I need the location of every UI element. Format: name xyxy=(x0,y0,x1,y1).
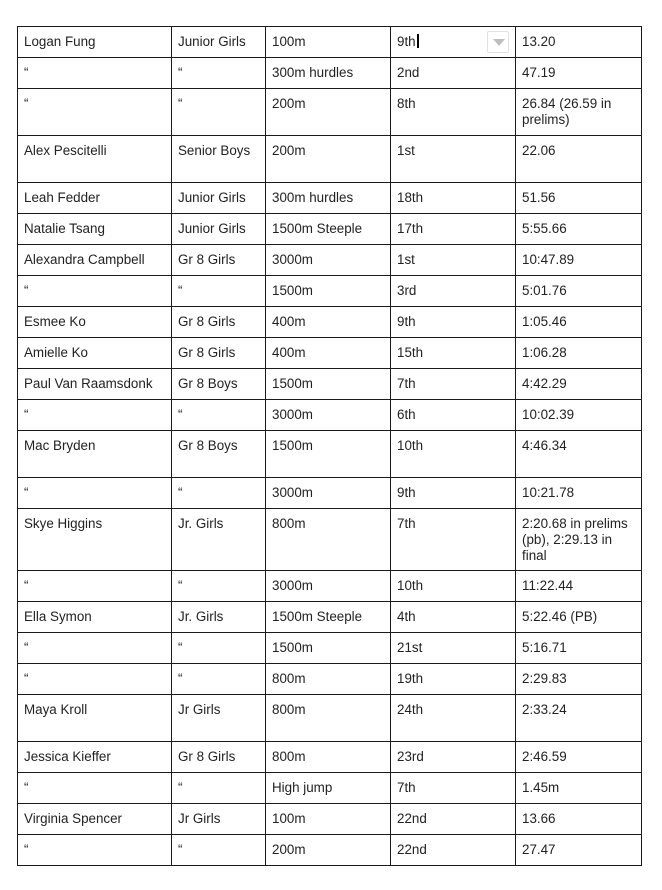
cell-event[interactable] xyxy=(266,307,391,338)
table-row xyxy=(18,400,642,431)
cell-category[interactable] xyxy=(172,369,266,400)
cell-place[interactable] xyxy=(391,804,516,835)
result-text: 10:47.89 xyxy=(522,252,575,267)
table-row xyxy=(18,773,642,804)
category-text: “ xyxy=(178,283,183,298)
cell-event[interactable] xyxy=(266,571,391,602)
cell-result[interactable] xyxy=(516,633,642,664)
cell-dropdown-button[interactable] xyxy=(487,31,509,53)
table-row xyxy=(18,214,642,245)
result-text: 5:55.66 xyxy=(522,221,567,236)
cell-category[interactable] xyxy=(172,183,266,214)
cell-place[interactable] xyxy=(391,509,516,571)
cell-athlete[interactable] xyxy=(18,835,172,866)
cell-athlete[interactable] xyxy=(18,338,172,369)
table-row xyxy=(18,633,642,664)
event-text: 100m xyxy=(272,811,306,826)
cell-place[interactable] xyxy=(391,571,516,602)
cell-category[interactable] xyxy=(172,431,266,478)
athlete-text: “ xyxy=(24,671,29,686)
result-text: 11:22.44 xyxy=(522,578,574,593)
result-text: 26.84 (26.59 in prelims) xyxy=(522,96,612,127)
table-row xyxy=(18,307,642,338)
result-text: 27.47 xyxy=(522,842,556,857)
event-text: 200m xyxy=(272,96,306,111)
results-table xyxy=(17,26,642,866)
cell-event[interactable] xyxy=(266,183,391,214)
cell-athlete[interactable] xyxy=(18,245,172,276)
cell-place[interactable] xyxy=(391,400,516,431)
category-text: Jr. Girls xyxy=(178,516,224,531)
event-text: 3000m xyxy=(272,252,313,267)
event-text: 200m xyxy=(272,143,306,158)
place-text: 10th xyxy=(397,578,424,593)
result-text: 5:22.46 (PB) xyxy=(522,609,598,624)
place-text: 3rd xyxy=(397,283,417,298)
cell-place[interactable] xyxy=(391,276,516,307)
table-row xyxy=(18,27,642,58)
athlete-text: Logan Fung xyxy=(24,34,96,49)
category-text: Gr 8 Girls xyxy=(178,749,236,764)
cell-result[interactable] xyxy=(516,509,642,571)
cell-result[interactable] xyxy=(516,400,642,431)
event-text: 200m xyxy=(272,842,306,857)
table-row xyxy=(18,695,642,742)
event-text: High jump xyxy=(272,780,333,795)
cell-place[interactable] xyxy=(391,478,516,509)
cell-result[interactable] xyxy=(516,835,642,866)
cell-athlete[interactable] xyxy=(18,276,172,307)
cell-athlete[interactable] xyxy=(18,307,172,338)
athlete-text: Maya Kroll xyxy=(24,702,88,717)
chevron-down-icon xyxy=(493,39,505,46)
cell-place[interactable] xyxy=(391,742,516,773)
cell-athlete[interactable] xyxy=(18,571,172,602)
place-text: 9th xyxy=(397,485,416,500)
cell-result[interactable] xyxy=(516,307,642,338)
cell-event[interactable] xyxy=(266,773,391,804)
athlete-text: “ xyxy=(24,96,29,111)
place-text: 24th xyxy=(397,702,424,717)
place-text: 2nd xyxy=(397,65,420,80)
result-text: 4:46.34 xyxy=(522,438,567,453)
cell-result[interactable] xyxy=(516,773,642,804)
category-text: “ xyxy=(178,842,183,857)
athlete-text: “ xyxy=(24,407,29,422)
cell-category[interactable] xyxy=(172,571,266,602)
table-row xyxy=(18,245,642,276)
cell-event[interactable] xyxy=(266,214,391,245)
cell-category[interactable] xyxy=(172,664,266,695)
cell-event[interactable] xyxy=(266,245,391,276)
table-row xyxy=(18,804,642,835)
result-text: 2:33.24 xyxy=(522,702,567,717)
cell-category[interactable] xyxy=(172,89,266,136)
cell-athlete[interactable] xyxy=(18,509,172,571)
cell-result[interactable] xyxy=(516,245,642,276)
cell-result[interactable] xyxy=(516,214,642,245)
cell-event[interactable] xyxy=(266,509,391,571)
result-text: 1.45m xyxy=(522,780,560,795)
cell-event[interactable] xyxy=(266,58,391,89)
cell-result[interactable] xyxy=(516,58,642,89)
cell-category[interactable] xyxy=(172,214,266,245)
cell-result[interactable] xyxy=(516,664,642,695)
table-row xyxy=(18,338,642,369)
cell-event[interactable] xyxy=(266,276,391,307)
athlete-text: “ xyxy=(24,485,29,500)
athlete-text: “ xyxy=(24,65,29,80)
category-text: “ xyxy=(178,65,183,80)
cell-result[interactable] xyxy=(516,695,642,742)
cell-athlete[interactable] xyxy=(18,214,172,245)
cell-place[interactable] xyxy=(391,214,516,245)
cell-category[interactable] xyxy=(172,742,266,773)
cell-category[interactable] xyxy=(172,773,266,804)
place-text: 15th xyxy=(397,345,424,360)
athlete-text: Amielle Ko xyxy=(24,345,89,360)
cell-category[interactable] xyxy=(172,835,266,866)
table-row xyxy=(18,276,642,307)
category-text: Gr 8 Girls xyxy=(178,345,236,360)
category-text: Gr 8 Girls xyxy=(178,252,236,267)
place-text: 10th xyxy=(397,438,424,453)
cell-category[interactable] xyxy=(172,804,266,835)
cell-result[interactable] xyxy=(516,431,642,478)
place-text: 4th xyxy=(397,609,416,624)
event-text: 1500m xyxy=(272,376,313,391)
place-text: 9th xyxy=(397,34,416,49)
cell-result[interactable] xyxy=(516,571,642,602)
event-text: 3000m xyxy=(272,485,313,500)
cell-place[interactable] xyxy=(391,602,516,633)
event-text: 300m hurdles xyxy=(272,190,354,205)
event-text: 800m xyxy=(272,671,306,686)
cell-category[interactable] xyxy=(172,478,266,509)
table-row xyxy=(18,58,642,89)
category-text: Gr 8 Boys xyxy=(178,438,238,453)
cell-category[interactable] xyxy=(172,509,266,571)
cell-athlete[interactable] xyxy=(18,400,172,431)
result-text: 5:16.71 xyxy=(522,640,567,655)
event-text: 800m xyxy=(272,749,306,764)
place-text: 1st xyxy=(397,143,415,158)
result-text: 47.19 xyxy=(522,65,556,80)
cell-athlete[interactable] xyxy=(18,431,172,478)
cell-athlete[interactable] xyxy=(18,58,172,89)
cell-place[interactable] xyxy=(391,431,516,478)
cell-place[interactable] xyxy=(391,58,516,89)
cell-result[interactable] xyxy=(516,183,642,214)
cell-result[interactable] xyxy=(516,804,642,835)
athlete-text: Paul Van Raamsdonk xyxy=(24,376,153,391)
event-text: 1500m Steeple xyxy=(272,221,363,236)
cell-event[interactable] xyxy=(266,89,391,136)
table-row xyxy=(18,369,642,400)
event-text: 800m xyxy=(272,702,306,717)
category-text: “ xyxy=(178,578,183,593)
cell-place[interactable] xyxy=(391,338,516,369)
category-text: “ xyxy=(178,96,183,111)
table-row xyxy=(18,742,642,773)
event-text: 100m xyxy=(272,34,306,49)
category-text: Jr. Girls xyxy=(178,609,224,624)
place-text: 6th xyxy=(397,407,416,422)
event-text: 1500m xyxy=(272,283,313,298)
place-text: 9th xyxy=(397,314,416,329)
place-text: 23rd xyxy=(397,749,424,764)
cell-athlete[interactable] xyxy=(18,27,172,58)
athlete-text: “ xyxy=(24,640,29,655)
cell-result[interactable] xyxy=(516,338,642,369)
cell-category[interactable] xyxy=(172,633,266,664)
table-row xyxy=(18,89,642,136)
cell-athlete[interactable] xyxy=(18,633,172,664)
cell-athlete[interactable] xyxy=(18,773,172,804)
cell-place[interactable] xyxy=(391,633,516,664)
cell-event[interactable] xyxy=(266,136,391,183)
place-text: 7th xyxy=(397,376,416,391)
result-text: 22.06 xyxy=(522,143,556,158)
cell-place[interactable] xyxy=(391,369,516,400)
athlete-text: Alex Pescitelli xyxy=(24,143,107,158)
place-text: 17th xyxy=(397,221,424,236)
cell-event[interactable] xyxy=(266,742,391,773)
athlete-text: Virginia Spencer xyxy=(24,811,123,826)
table-row xyxy=(18,602,642,633)
place-text: 18th xyxy=(397,190,424,205)
result-text: 10:21.78 xyxy=(522,485,575,500)
event-text: 400m xyxy=(272,345,306,360)
table-row xyxy=(18,431,642,478)
cell-category[interactable] xyxy=(172,136,266,183)
place-text: 7th xyxy=(397,516,416,531)
cell-athlete[interactable] xyxy=(18,695,172,742)
cell-event[interactable] xyxy=(266,369,391,400)
result-text: 51.56 xyxy=(522,190,556,205)
category-text: Junior Girls xyxy=(178,221,246,236)
athlete-text: “ xyxy=(24,842,29,857)
event-text: 1500m xyxy=(272,438,313,453)
cell-athlete[interactable] xyxy=(18,742,172,773)
table-row xyxy=(18,136,642,183)
athlete-text: “ xyxy=(24,780,29,795)
place-text: 1st xyxy=(397,252,415,267)
athlete-text: Alexandra Campbell xyxy=(24,252,145,267)
cell-athlete[interactable] xyxy=(18,664,172,695)
cell-result[interactable] xyxy=(516,742,642,773)
result-text: 1:05.46 xyxy=(522,314,567,329)
result-text: 5:01.76 xyxy=(522,283,567,298)
cell-athlete[interactable] xyxy=(18,183,172,214)
cell-event[interactable] xyxy=(266,804,391,835)
cell-place[interactable] xyxy=(391,835,516,866)
cell-place[interactable] xyxy=(391,89,516,136)
table-row xyxy=(18,835,642,866)
cell-athlete[interactable] xyxy=(18,478,172,509)
cell-category[interactable] xyxy=(172,58,266,89)
event-text: 400m xyxy=(272,314,306,329)
cell-place[interactable] xyxy=(391,307,516,338)
cell-place[interactable] xyxy=(391,664,516,695)
cell-category[interactable] xyxy=(172,307,266,338)
result-text: 4:42.29 xyxy=(522,376,567,391)
cell-result[interactable] xyxy=(516,276,642,307)
athlete-text: “ xyxy=(24,283,29,298)
cell-athlete[interactable] xyxy=(18,89,172,136)
cell-event[interactable] xyxy=(266,664,391,695)
result-text: 13.20 xyxy=(522,34,556,49)
cell-result[interactable] xyxy=(516,602,642,633)
category-text: Jr Girls xyxy=(178,702,221,717)
cell-event[interactable] xyxy=(266,478,391,509)
cell-result[interactable] xyxy=(516,89,642,136)
cell-category[interactable] xyxy=(172,400,266,431)
athlete-text: Ella Symon xyxy=(24,609,92,624)
category-text: Junior Girls xyxy=(178,34,246,49)
cell-category[interactable] xyxy=(172,276,266,307)
result-text: 2:29.83 xyxy=(522,671,567,686)
cell-event[interactable] xyxy=(266,338,391,369)
cell-event[interactable] xyxy=(266,431,391,478)
place-text: 21st xyxy=(397,640,423,655)
event-text: 3000m xyxy=(272,578,313,593)
athlete-text: “ xyxy=(24,578,29,593)
athlete-text: Natalie Tsang xyxy=(24,221,105,236)
place-text: 7th xyxy=(397,780,416,795)
cell-category[interactable] xyxy=(172,245,266,276)
cell-place[interactable] xyxy=(391,136,516,183)
event-text: 1500m Steeple xyxy=(272,609,363,624)
text-cursor xyxy=(417,34,419,48)
table-row xyxy=(18,478,642,509)
result-text: 13.66 xyxy=(522,811,556,826)
category-text: “ xyxy=(178,485,183,500)
result-text: 2:46.59 xyxy=(522,749,567,764)
cell-place[interactable] xyxy=(391,245,516,276)
result-text: 10:02.39 xyxy=(522,407,575,422)
cell-category[interactable] xyxy=(172,602,266,633)
cell-event[interactable] xyxy=(266,835,391,866)
event-text: 1500m xyxy=(272,640,313,655)
cell-event[interactable] xyxy=(266,695,391,742)
cell-place[interactable] xyxy=(391,773,516,804)
athlete-text: Jessica Kieffer xyxy=(24,749,111,764)
cell-event[interactable] xyxy=(266,400,391,431)
cell-category[interactable] xyxy=(172,695,266,742)
cell-result[interactable] xyxy=(516,136,642,183)
place-text: 22nd xyxy=(397,811,427,826)
place-text: 19th xyxy=(397,671,424,686)
result-text: 2:20.68 in prelims (pb), 2:29.13 in final xyxy=(522,516,628,563)
category-text: “ xyxy=(178,407,183,422)
cell-athlete[interactable] xyxy=(18,369,172,400)
cell-athlete[interactable] xyxy=(18,136,172,183)
cell-category[interactable] xyxy=(172,27,266,58)
category-text: Gr 8 Boys xyxy=(178,376,238,391)
athlete-text: Leah Fedder xyxy=(24,190,100,205)
event-text: 300m hurdles xyxy=(272,65,354,80)
table-row xyxy=(18,571,642,602)
cell-result[interactable] xyxy=(516,478,642,509)
cell-place[interactable] xyxy=(391,183,516,214)
athlete-text: Esmee Ko xyxy=(24,314,86,329)
table-row xyxy=(18,183,642,214)
category-text: Jr Girls xyxy=(178,811,221,826)
category-text: Gr 8 Girls xyxy=(178,314,236,329)
table-row xyxy=(18,509,642,571)
event-text: 3000m xyxy=(272,407,313,422)
cell-athlete[interactable] xyxy=(18,602,172,633)
cell-event[interactable] xyxy=(266,633,391,664)
result-text: 1:06.28 xyxy=(522,345,567,360)
athlete-text: Skye Higgins xyxy=(24,516,103,531)
place-text: 22nd xyxy=(397,842,427,857)
place-text: 8th xyxy=(397,96,416,111)
category-text: Junior Girls xyxy=(178,190,246,205)
cell-athlete[interactable] xyxy=(18,804,172,835)
category-text: “ xyxy=(178,780,183,795)
cell-event[interactable] xyxy=(266,27,391,58)
table-row xyxy=(18,664,642,695)
event-text: 800m xyxy=(272,516,306,531)
cell-result[interactable] xyxy=(516,27,642,58)
cell-category[interactable] xyxy=(172,338,266,369)
category-text: Senior Boys xyxy=(178,143,251,158)
cell-event[interactable] xyxy=(266,602,391,633)
category-text: “ xyxy=(178,671,183,686)
athlete-text: Mac Bryden xyxy=(24,438,96,453)
cell-result[interactable] xyxy=(516,369,642,400)
category-text: “ xyxy=(178,640,183,655)
cell-place[interactable] xyxy=(391,695,516,742)
